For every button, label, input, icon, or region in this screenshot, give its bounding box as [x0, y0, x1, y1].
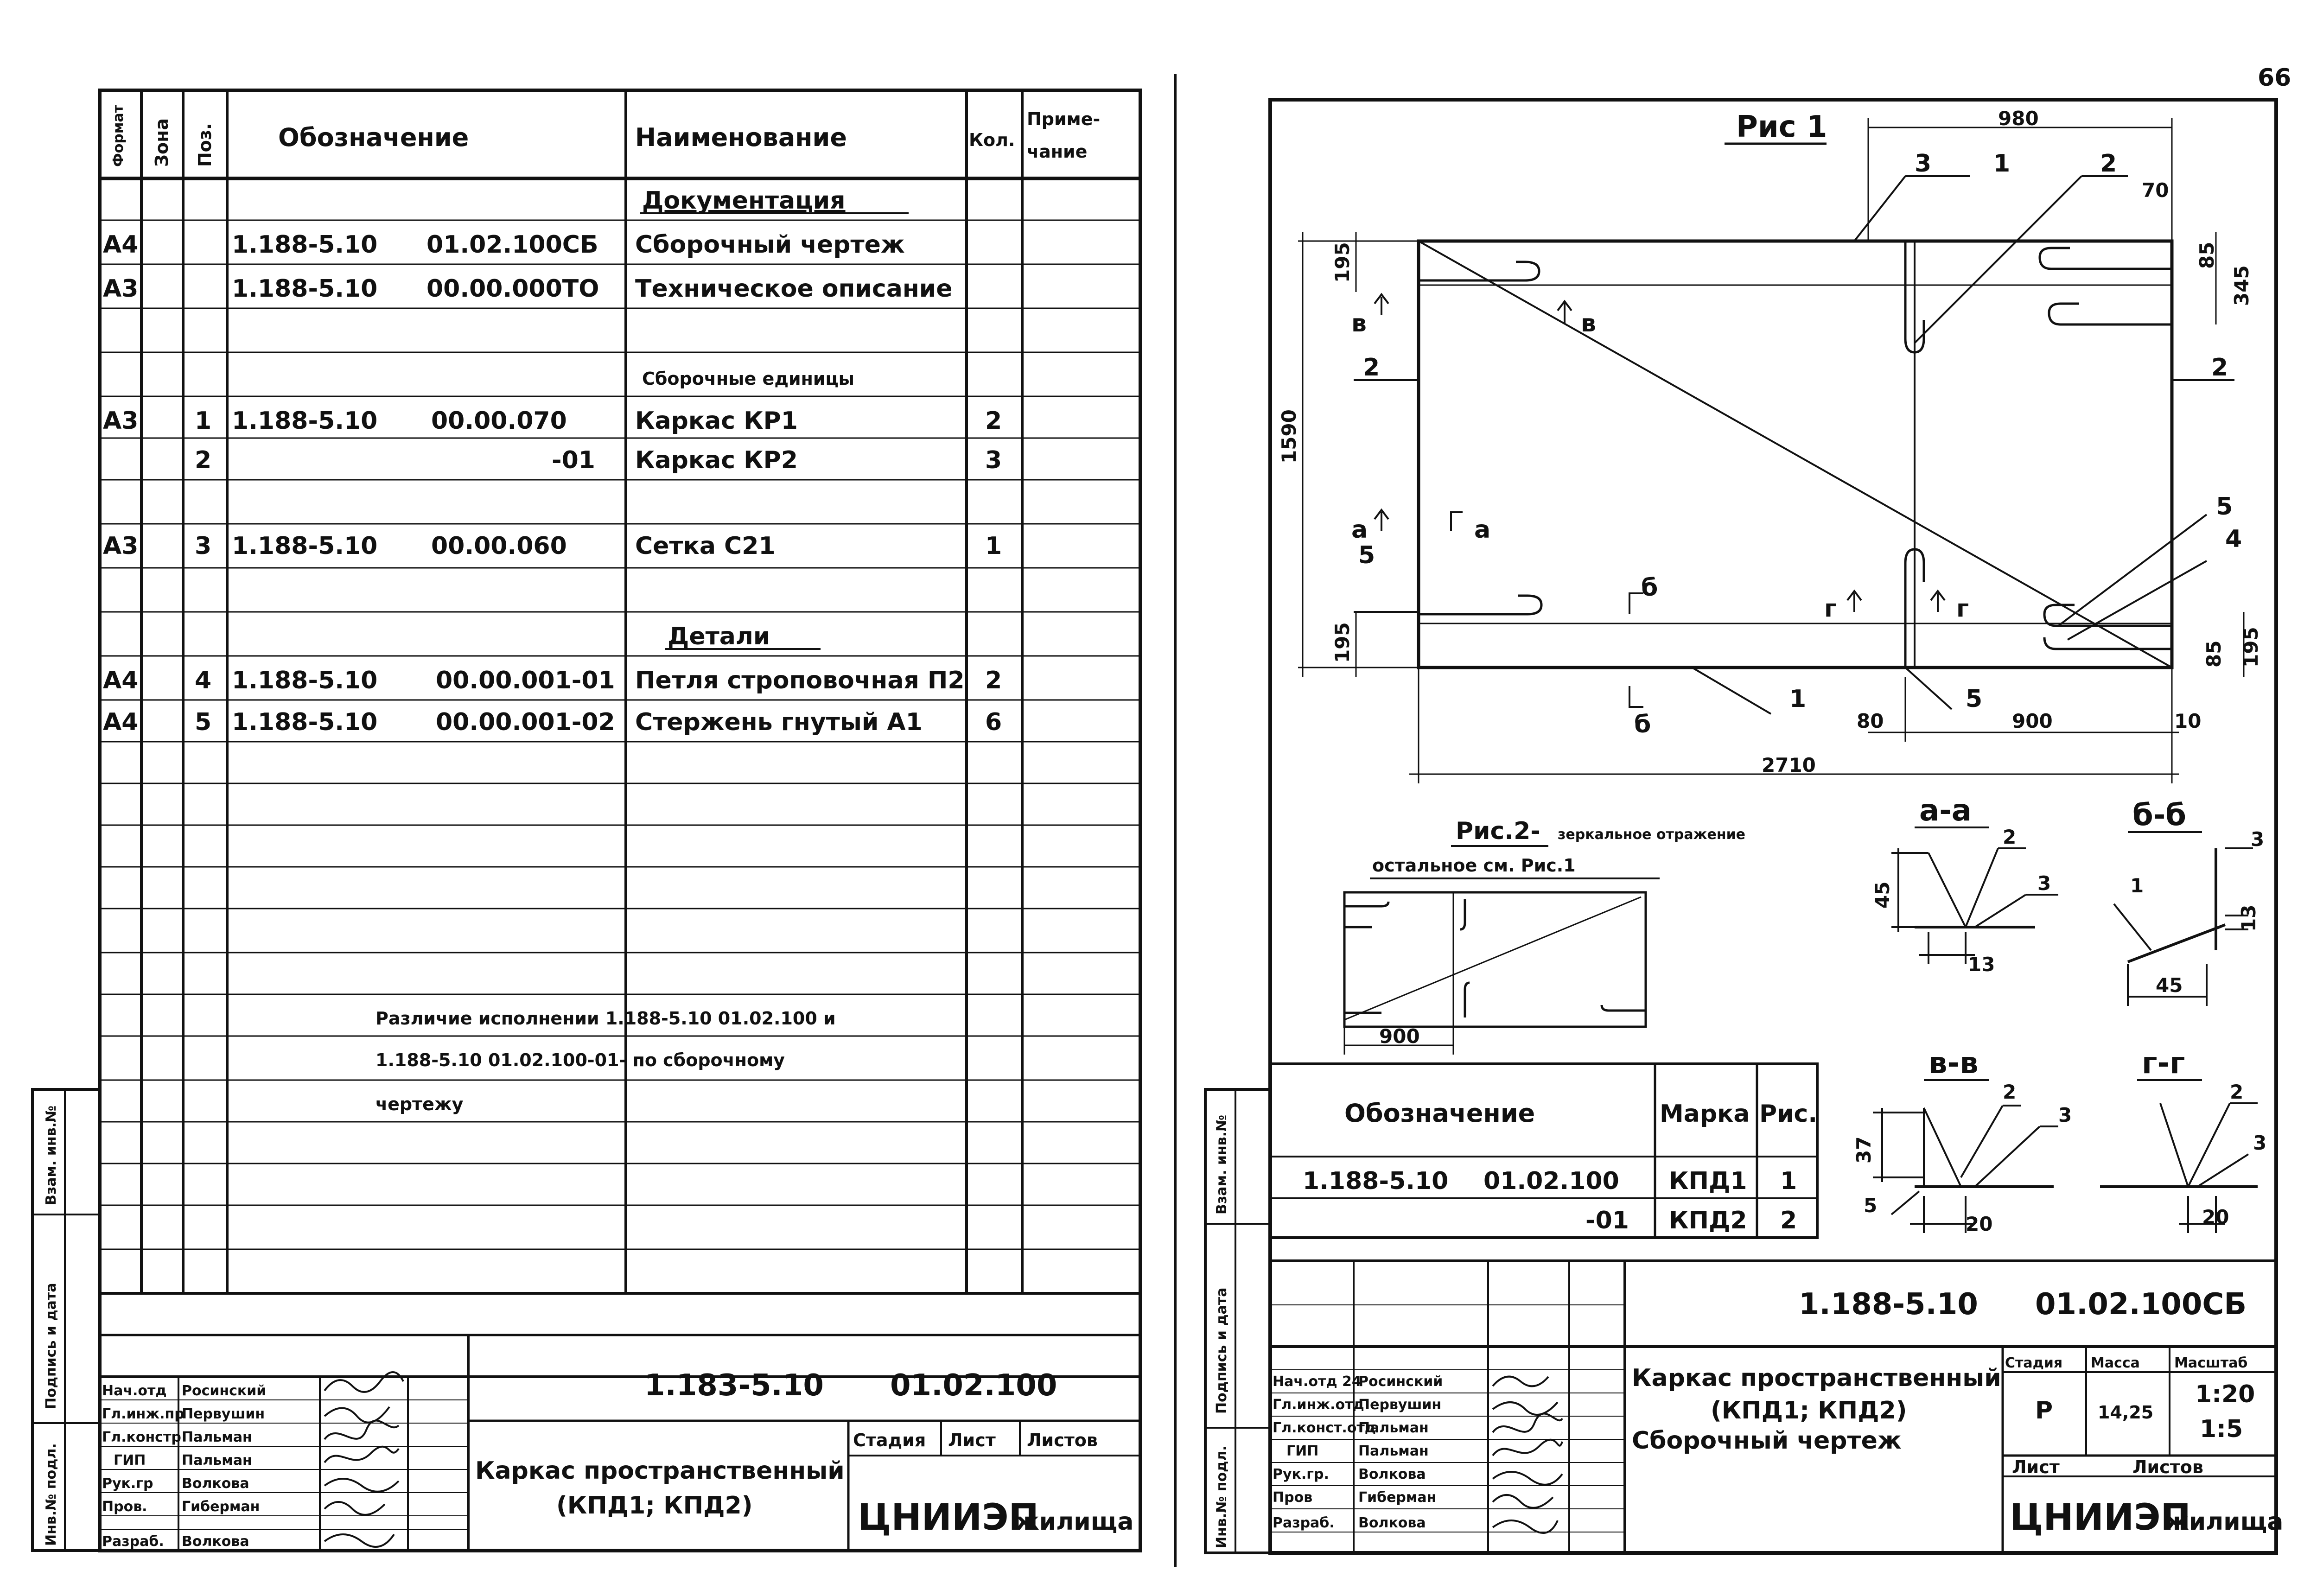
left-role-3: Гл.констр [102, 1429, 181, 1445]
fig1-callout-5-bottom: 5 [1966, 685, 1983, 713]
fig1-callout-5-left: 5 [1358, 541, 1375, 569]
hdr-pos: Поз. [195, 123, 215, 167]
left-stamp-sheet: Лист [948, 1430, 996, 1450]
fig1-callout-4: 4 [2225, 525, 2242, 553]
hdr-designation: Обозначение [278, 123, 469, 152]
left-stamp-sheets: Листов [1027, 1430, 1098, 1450]
right-name-4: Пальман [1358, 1443, 1429, 1459]
left-role-6: Пров. [102, 1499, 147, 1515]
row5-pos: 3 [195, 532, 212, 560]
right-side-label-2: Подпись и дата [1214, 1287, 1230, 1414]
fig1-dim-2710: 2710 [1762, 754, 1816, 776]
row2-code: 1.188-5.10 [232, 275, 378, 303]
right-name-1: Росинский [1358, 1373, 1443, 1390]
right-role-7: Разраб. [1273, 1515, 1335, 1531]
fig1-dim-85b: 85 [2202, 640, 2225, 668]
left-name-1: Росинский [182, 1383, 267, 1399]
row7-qty: 6 [985, 708, 1002, 736]
fig2-title: Рис.2- [1456, 817, 1540, 845]
row3-name: Каркас КР1 [635, 407, 798, 435]
fig1-dim-195a: 195 [1331, 242, 1354, 283]
sec-gg-p3: 3 [2253, 1132, 2267, 1154]
sec-gg-title: г-г [2142, 1046, 2185, 1081]
hdr-zone: Зона [152, 118, 172, 167]
right-stamp-mass: 14,25 [2098, 1402, 2154, 1423]
sec-aa-d13: 13 [1968, 953, 1995, 976]
right-side-label-3: Взам. инв.№ [1214, 1114, 1230, 1214]
right-side-label-1: Инв.№ подл. [1214, 1445, 1230, 1548]
mark-row1-fig: 1 [1780, 1167, 1797, 1195]
row1-num: 01.02.100СБ [426, 231, 598, 259]
row4-pos: 2 [195, 446, 212, 474]
fig1-callout-5-right: 5 [2216, 493, 2233, 521]
hdr-note-2: чание [1027, 141, 1088, 162]
row1-name: Сборочный чертеж [635, 231, 905, 259]
sec-vv-p3: 3 [2058, 1104, 2072, 1126]
fig1-sec-v-left: в [1351, 310, 1367, 337]
right-role-5: Рук.гр. [1273, 1466, 1329, 1482]
sec-vv-d20: 20 [1966, 1213, 1993, 1235]
fig1-sec-v-right: в [1581, 310, 1596, 337]
left-name-5: Волкова [182, 1475, 249, 1492]
right-stamp-code: 1.188-5.10 [1799, 1287, 1978, 1322]
fig2-dim-900: 900 [1379, 1025, 1420, 1048]
sec-aa-p2: 2 [2003, 826, 2017, 848]
sec-bb-p3: 3 [2251, 828, 2265, 851]
right-name-6: Гиберман [1358, 1489, 1437, 1506]
sec-bb-title: б-б [2132, 798, 2186, 833]
row5-name: Сетка С21 [635, 532, 776, 560]
left-name-7: Волкова [182, 1533, 249, 1550]
mark-row2-num: -01 [1585, 1207, 1629, 1234]
sec-bb-d45: 45 [2156, 974, 2183, 997]
row5-fmt: А3 [103, 532, 139, 560]
mark-hdr-designation: Обозначение [1344, 1099, 1535, 1128]
left-role-7: Разраб. [102, 1533, 164, 1550]
hdr-qty: Кол. [969, 130, 1015, 150]
row7-num: 00.00.001-02 [436, 708, 615, 736]
row4-qty: 3 [985, 446, 1002, 474]
row1-fmt: А4 [103, 231, 139, 259]
left-role-4: ГИП [114, 1452, 146, 1469]
left-role-5: Рук.гр [102, 1475, 153, 1492]
fig2-subtitle: зеркальное отражение [1558, 827, 1745, 843]
fig1-callout-2-top: 2 [2100, 150, 2117, 178]
left-role-2: Гл.инж.пр [102, 1406, 185, 1422]
left-stamp-title-2: (КПД1; КПД2) [556, 1492, 753, 1520]
fig1-callout-1: 1 [1993, 150, 2011, 178]
sec-aa-d45: 45 [1871, 881, 1894, 909]
right-name-5: Волкова [1358, 1466, 1426, 1482]
fig1-sec-b-bottom: б [1634, 711, 1651, 738]
mark-hdr-mark: Марка [1660, 1100, 1750, 1128]
fig1-callout-2-right: 2 [2211, 354, 2228, 382]
fig1-sec-a-right: а [1474, 516, 1491, 544]
sec-gg-p2: 2 [2230, 1081, 2244, 1103]
hdr-format: Формат [110, 105, 127, 167]
fig1-dim-345: 345 [2230, 265, 2253, 306]
fig1-sec-g-right: г [1956, 595, 1969, 623]
left-stamp-org-1: ЦНИИЭП [858, 1497, 1039, 1539]
row6-fmt: А4 [103, 667, 139, 694]
row7-pos: 5 [195, 708, 212, 736]
section-details: Детали [668, 623, 770, 650]
right-role-2: Гл.инж.отд [1273, 1397, 1364, 1413]
row6-name: Петля строповочная П2 [635, 667, 965, 694]
right-stamp-sheet: Лист [2012, 1457, 2060, 1477]
fig1-dim-195b: 195 [1331, 622, 1354, 663]
left-name-3: Пальман [182, 1429, 252, 1445]
row3-fmt: А3 [103, 407, 139, 435]
left-stamp-org-2: жилища [1015, 1508, 1134, 1536]
note-line-1: Различие исполнении 1.188-5.10 01.02.100 и [376, 1008, 836, 1029]
right-stamp-sheets: Листов [2132, 1457, 2203, 1477]
fig1-callout-1-bottom: 1 [1789, 685, 1807, 713]
row3-num: 00.00.070 [431, 407, 567, 435]
mark-row1-mark: КПД1 [1669, 1167, 1747, 1195]
right-stamp-scale-2: 1:5 [2200, 1415, 2243, 1443]
mark-row2-mark: КПД2 [1669, 1207, 1747, 1234]
fig1-dim-10: 10 [2174, 710, 2202, 732]
fig2-frame [1344, 892, 1646, 1027]
fig2-note: остальное см. Рис.1 [1372, 855, 1576, 876]
fig1-title: Рис 1 [1736, 110, 1827, 144]
row7-name: Стержень гнутый А1 [635, 708, 923, 736]
row6-num: 00.00.001-01 [436, 667, 615, 694]
mark-hdr-fig: Рис. [1759, 1100, 1818, 1128]
row4-name: Каркас КР2 [635, 446, 798, 474]
row1-code: 1.188-5.10 [232, 231, 378, 259]
row7-fmt: А4 [103, 708, 139, 736]
row2-name: Техническое описание [635, 275, 953, 303]
right-role-4: ГИП [1286, 1443, 1319, 1459]
fig1-dim-1590: 1590 [1278, 409, 1300, 464]
fig1-dim-900: 900 [2012, 710, 2053, 732]
right-name-7: Волкова [1358, 1515, 1426, 1531]
fig1-dim-85a: 85 [2196, 242, 2218, 269]
hdr-note-1: Приме- [1027, 109, 1101, 129]
row3-pos: 1 [195, 407, 212, 435]
fig1-sec-g-left: г [1824, 595, 1837, 623]
sec-vv-d37: 37 [1852, 1136, 1875, 1164]
right-role-3: Гл.конст.отд [1273, 1420, 1376, 1436]
right-stamp-mass-h: Масса [2091, 1355, 2140, 1371]
left-name-6: Гиберман [182, 1499, 260, 1515]
sec-vv-d5: 5 [1864, 1194, 1878, 1217]
right-stamp-stage-h: Стадия [2005, 1355, 2063, 1371]
right-name-3: Пальман [1358, 1420, 1429, 1436]
right-stamp-title-1: Каркас пространственный [1632, 1364, 2001, 1392]
note-line-2: 1.188-5.10 01.02.100-01- по сборочному [376, 1050, 785, 1070]
right-role-6: Пров [1273, 1489, 1313, 1506]
row7-code: 1.188-5.10 [232, 708, 378, 736]
sec-aa-p3: 3 [2037, 872, 2051, 895]
side-label-2: Подпись и дата [43, 1283, 59, 1409]
row5-qty: 1 [985, 532, 1002, 560]
right-stamp-scale-h: Масштаб [2174, 1355, 2248, 1371]
row2-num: 00.00.000ТО [426, 275, 599, 303]
sec-bb-d13: 13 [2237, 904, 2260, 932]
row4-num: -01 [552, 446, 595, 474]
hdr-name: Наименование [635, 123, 847, 152]
fig1-dim-980: 980 [1998, 107, 2039, 130]
fig1-sec-a-left: а [1351, 516, 1368, 544]
right-name-2: Первушин [1358, 1397, 1442, 1413]
left-sheet [32, 90, 1140, 1551]
left-stamp-stage: Стадия [853, 1430, 926, 1450]
right-stamp-org-2: жилища [2165, 1508, 2284, 1536]
fig1-dim-195c: 195 [2240, 627, 2262, 668]
page-number: 66 [2258, 64, 2291, 92]
row6-qty: 2 [985, 667, 1002, 694]
row5-num: 00.00.060 [431, 532, 567, 560]
section-docs: Документация [642, 187, 846, 215]
fig1-dim-80: 80 [1857, 710, 1884, 732]
right-stamp-title-3: Сборочный чертеж [1632, 1427, 1902, 1455]
right-stamp-title-2: (КПД1; КПД2) [1711, 1397, 1907, 1424]
side-label-3: Взам. инв.№ [43, 1105, 59, 1205]
left-role-1: Нач.отд [102, 1383, 167, 1399]
sec-aa-title: а-а [1919, 794, 1972, 828]
row3-qty: 2 [985, 407, 1002, 435]
mark-row1-code: 1.188-5.10 [1303, 1167, 1449, 1195]
side-label-1: Инв.№ подл. [43, 1443, 59, 1546]
left-stamp-number: 01.02.100 [890, 1368, 1057, 1403]
right-stamp-number: 01.02.100СБ [2035, 1287, 2247, 1322]
fig1-frame [1419, 241, 2172, 668]
row5-code: 1.188-5.10 [232, 532, 378, 560]
right-stamp-scale-1: 1:20 [2195, 1380, 2255, 1408]
row6-code: 1.188-5.10 [232, 667, 378, 694]
mark-row1-num: 01.02.100 [1483, 1167, 1619, 1195]
sec-vv-title: в-в [1928, 1046, 1979, 1081]
left-name-4: Пальман [182, 1452, 252, 1469]
left-name-2: Первушин [182, 1406, 265, 1422]
left-stamp-code: 1.183-5.10 [644, 1368, 824, 1403]
fig1-sec-b-top: б [1641, 574, 1658, 602]
right-role-1: Нач.отд 24 [1273, 1373, 1362, 1390]
mark-row2-fig: 2 [1780, 1207, 1797, 1234]
right-signatures [1493, 1377, 1562, 1533]
fig1-callout-3: 3 [1915, 150, 1932, 178]
sec-gg-d20: 20 [2202, 1206, 2229, 1228]
fig1-callout-2-left: 2 [1363, 354, 1380, 382]
section-assemblies: Сборочные единицы [642, 369, 855, 389]
row6-pos: 4 [195, 667, 212, 694]
sec-vv-p2: 2 [2003, 1081, 2017, 1103]
sec-bb-p1: 1 [2130, 874, 2144, 897]
row3-code: 1.188-5.10 [232, 407, 378, 435]
right-stamp-stage: Р [2035, 1397, 2053, 1424]
right-stamp-org-1: ЦНИИЭП [2010, 1497, 2191, 1539]
row2-fmt: А3 [103, 275, 139, 303]
left-stamp-title-1: Каркас пространственный [475, 1457, 845, 1485]
note-line-3: чертежу [376, 1094, 464, 1114]
left-signatures [325, 1372, 403, 1547]
right-sheet [1205, 100, 2283, 1553]
fig1-dim-70: 70 [2142, 179, 2169, 202]
